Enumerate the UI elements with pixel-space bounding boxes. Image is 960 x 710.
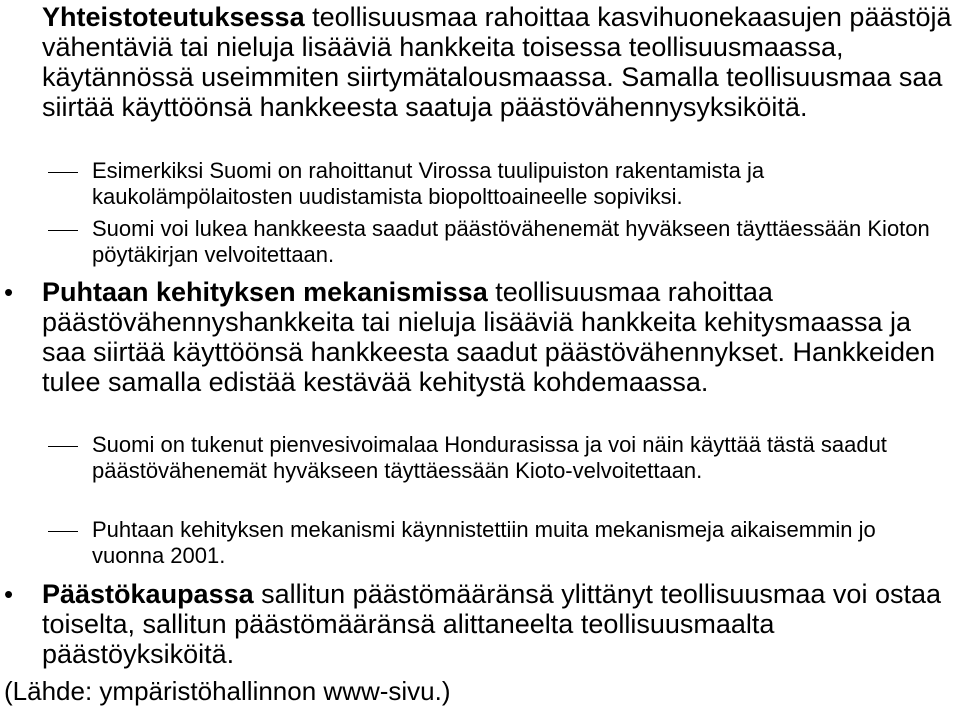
subitem-2001: Puhtaan kehityksen mekanismi käynnistettiin muita mekanismeja aikaisemmin jo vuonna 2001.: [92, 517, 876, 568]
paragraph-paastokauppa: [42, 579, 952, 669]
subitem-kioto-1: Suomi voi lukea hankkeesta saadut päästövähenemät hyväkseen täyttäessään Kioton pöytäkirjan velvoitettaan.: [92, 216, 930, 267]
subitem-viro: Esimerkiksi Suomi on rahoittanut Virossa tuulipuiston rakentamista ja kaukolämpölaitosten uudistamista biopolttoaineelle sopiviksi.: [92, 158, 765, 209]
source-note: (Lähde: ympäristöhallinnon www-sivu.): [4, 676, 451, 706]
text-paastokauppa: sallitun päästömääränsä ylittänyt teollisuusmaa voi ostaa toiselta, sallitun päästömääränsä alittaneelta teollisuusmaalta päästöyksiköitä.: [42, 579, 941, 669]
text-puhtaan-kehityksen: teollisuusmaa rahoittaa päästövähennyshankkeita tai nieluja lisääviä hankkeita kehitysmaassa ja saa siirtää käyttöönsä hankkeesta saadut päästövähennykset. Hankkeiden tulee samalla edistää kestävää kehitystä kohdemaassa.: [42, 277, 936, 397]
dash-icon: [48, 531, 78, 532]
term-puhtaan-kehityksen: Puhtaan kehityksen mekanismissa: [42, 277, 488, 307]
paragraph-yhteistoteutus: [42, 2, 952, 122]
dash-icon: [48, 230, 78, 231]
dash-icon: [48, 172, 78, 173]
subitem-honduras: Suomi on tukenut pienvesivoimalaa Hondurasissa ja voi näin käyttää tästä saadut päästövähenemät hyväkseen täyttäessään Kioto-velvoitettaan.: [92, 432, 887, 483]
term-yhteistoteutus: Yhteistoteutuksessa: [42, 2, 305, 32]
dash-icon: [48, 446, 78, 447]
bullet-icon: •: [4, 579, 14, 609]
term-paastokauppa: Päästökaupassa: [42, 579, 254, 609]
text-yhteistoteutus: teollisuusmaa rahoittaa kasvihuonekaasujen päästöjä vähentäviä tai nieluja lisääviä hankkeita toisessa teollisuusmaassa, käytännössä useimmiten siirtymätalousmaassa. Samalla teollisuusmaa saa siirtää käyttöönsä hankkeesta saatuja päästövähennysyksiköitä.: [42, 2, 952, 122]
paragraph-puhtaan-kehityksen: [42, 277, 952, 397]
bullet-icon: •: [4, 277, 14, 307]
